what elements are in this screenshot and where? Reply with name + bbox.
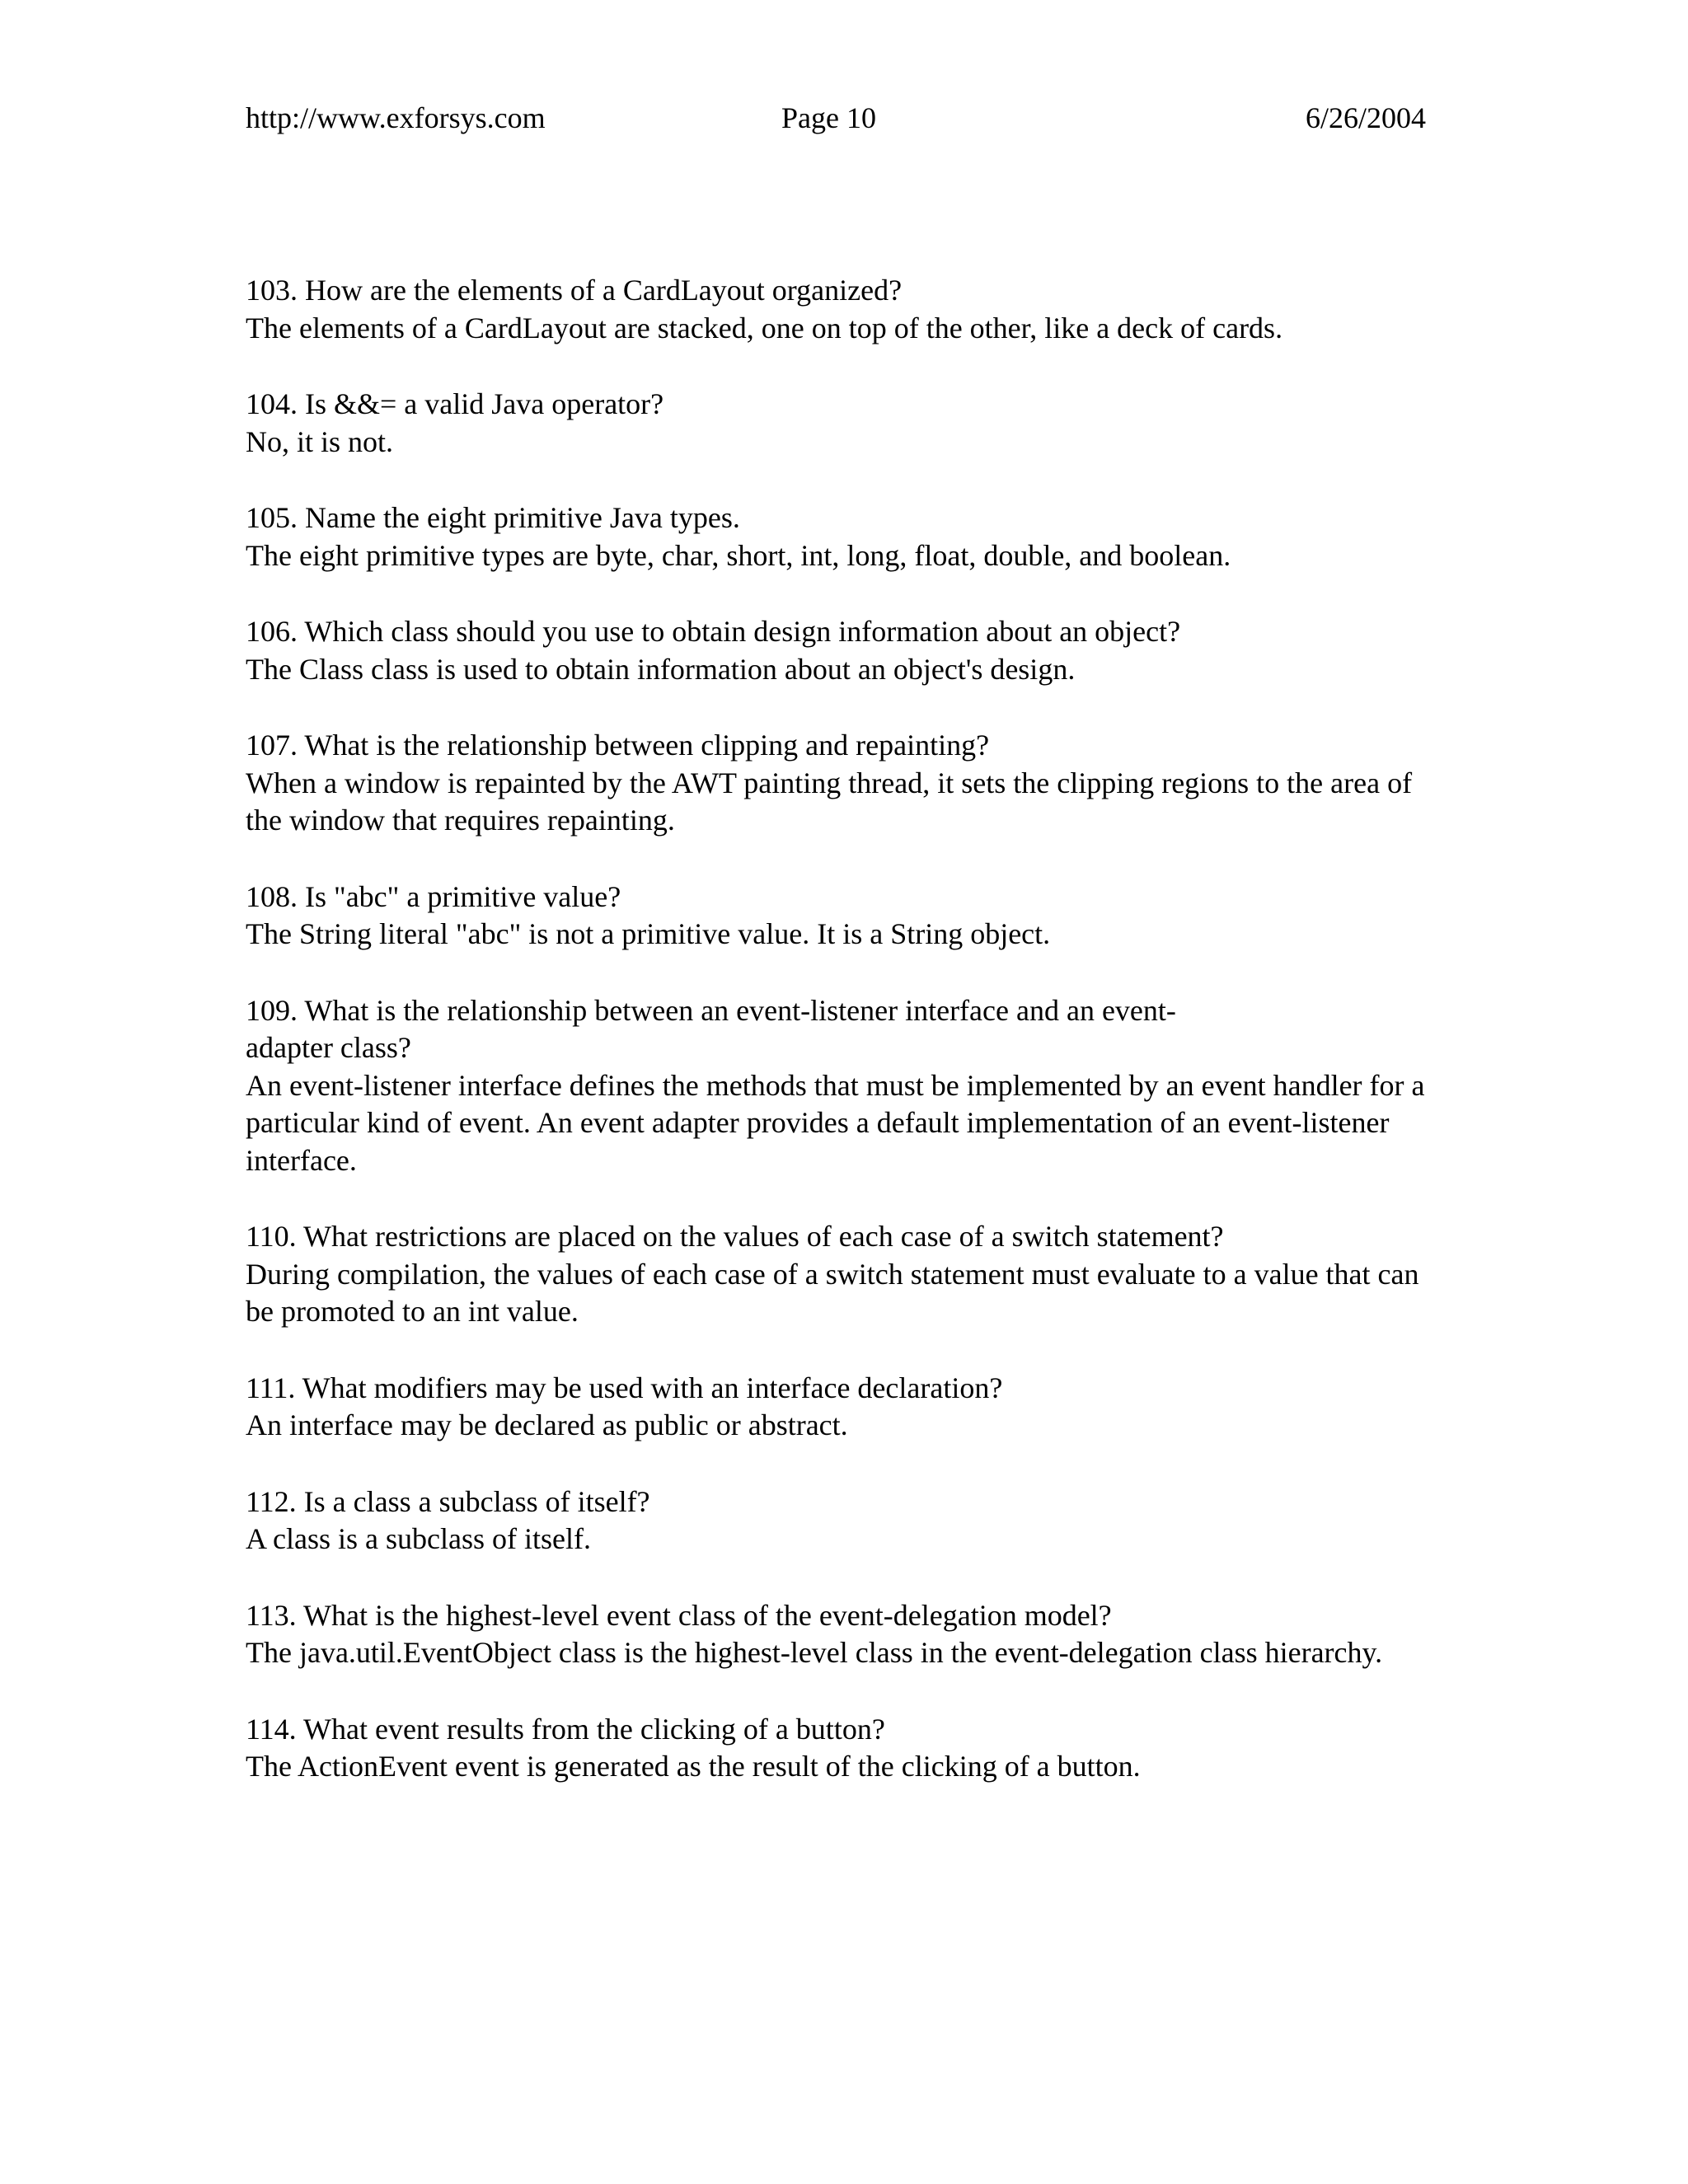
answer-106: The Class class is used to obtain information about an object's design.: [246, 652, 1076, 686]
question-112: 112. Is a class a subclass of itself?: [246, 1484, 650, 1518]
qa-item-108: [246, 879, 1432, 954]
answer-113: The java.util.EventObject class is the highest-level class in the event-delegation class hierarchy.: [246, 1636, 1383, 1669]
answer-107: When a window is repainted by the AWT painting thread, it sets the clipping regions to the area of the window that requires repainting.: [246, 766, 1413, 837]
answer-109: An event-listener interface defines the methods that must be implemented by an event handler for a particular kind of event. An event adapter provides a default implementation of an event-listener interface.: [246, 1068, 1425, 1177]
header-page-number: Page 10: [781, 101, 876, 134]
qa-item-109: [246, 992, 1432, 1180]
qa-item-104: [246, 386, 1432, 461]
question-114: 114. What event results from the clicking of a button?: [246, 1712, 885, 1746]
qa-item-110: [246, 1218, 1432, 1331]
header-date: 6/26/2004: [1305, 101, 1426, 134]
answer-105: The eight primitive types are byte, char, short, int, long, float, double, and boolean.: [246, 538, 1231, 572]
question-105: 105. Name the eight primitive Java types.: [246, 501, 740, 534]
answer-104: No, it is not.: [246, 424, 394, 458]
question-106: 106. Which class should you use to obtain design information about an object?: [246, 615, 1181, 648]
answer-108: The String literal "abc" is not a primitive value. It is a String object.: [246, 917, 1051, 950]
page-header: [246, 97, 1426, 138]
answer-112: A class is a subclass of itself.: [246, 1522, 591, 1555]
qa-item-113: [246, 1597, 1432, 1672]
header-url: http://www.exforsys.com: [246, 101, 546, 134]
question-107: 107. What is the relationship between clipping and repainting?: [246, 729, 990, 762]
qa-item-106: [246, 613, 1432, 688]
answer-110: During compilation, the values of each case of a switch statement must evaluate to a value that can be promoted to an int value.: [246, 1257, 1419, 1328]
qa-item-114: [246, 1711, 1432, 1786]
qa-item-107: [246, 727, 1432, 840]
qa-list: [246, 272, 1432, 1825]
question-113: 113. What is the highest-level event class of the event-delegation model?: [246, 1598, 1112, 1632]
question-109: 109. What is the relationship between an event-listener interface and an event-adapter class?: [246, 993, 1176, 1064]
qa-item-103: [246, 272, 1432, 347]
question-103: 103. How are the elements of a CardLayout organized?: [246, 274, 903, 307]
question-108: 108. Is "abc" a primitive value?: [246, 879, 621, 913]
question-111: 111. What modifiers may be used with an interface declaration?: [246, 1371, 1003, 1404]
qa-item-112: [246, 1483, 1432, 1558]
question-110: 110. What restrictions are placed on the values of each case of a switch statement?: [246, 1220, 1224, 1253]
answer-114: The ActionEvent event is generated as the result of the clicking of a button.: [246, 1750, 1141, 1783]
qa-item-111: [246, 1370, 1432, 1445]
answer-111: An interface may be declared as public or abstract.: [246, 1408, 848, 1441]
question-104: 104. Is &&= a valid Java operator?: [246, 387, 664, 420]
qa-item-105: [246, 499, 1432, 574]
answer-103: The elements of a CardLayout are stacked, one on top of the other, like a deck of cards.: [246, 311, 1283, 344]
